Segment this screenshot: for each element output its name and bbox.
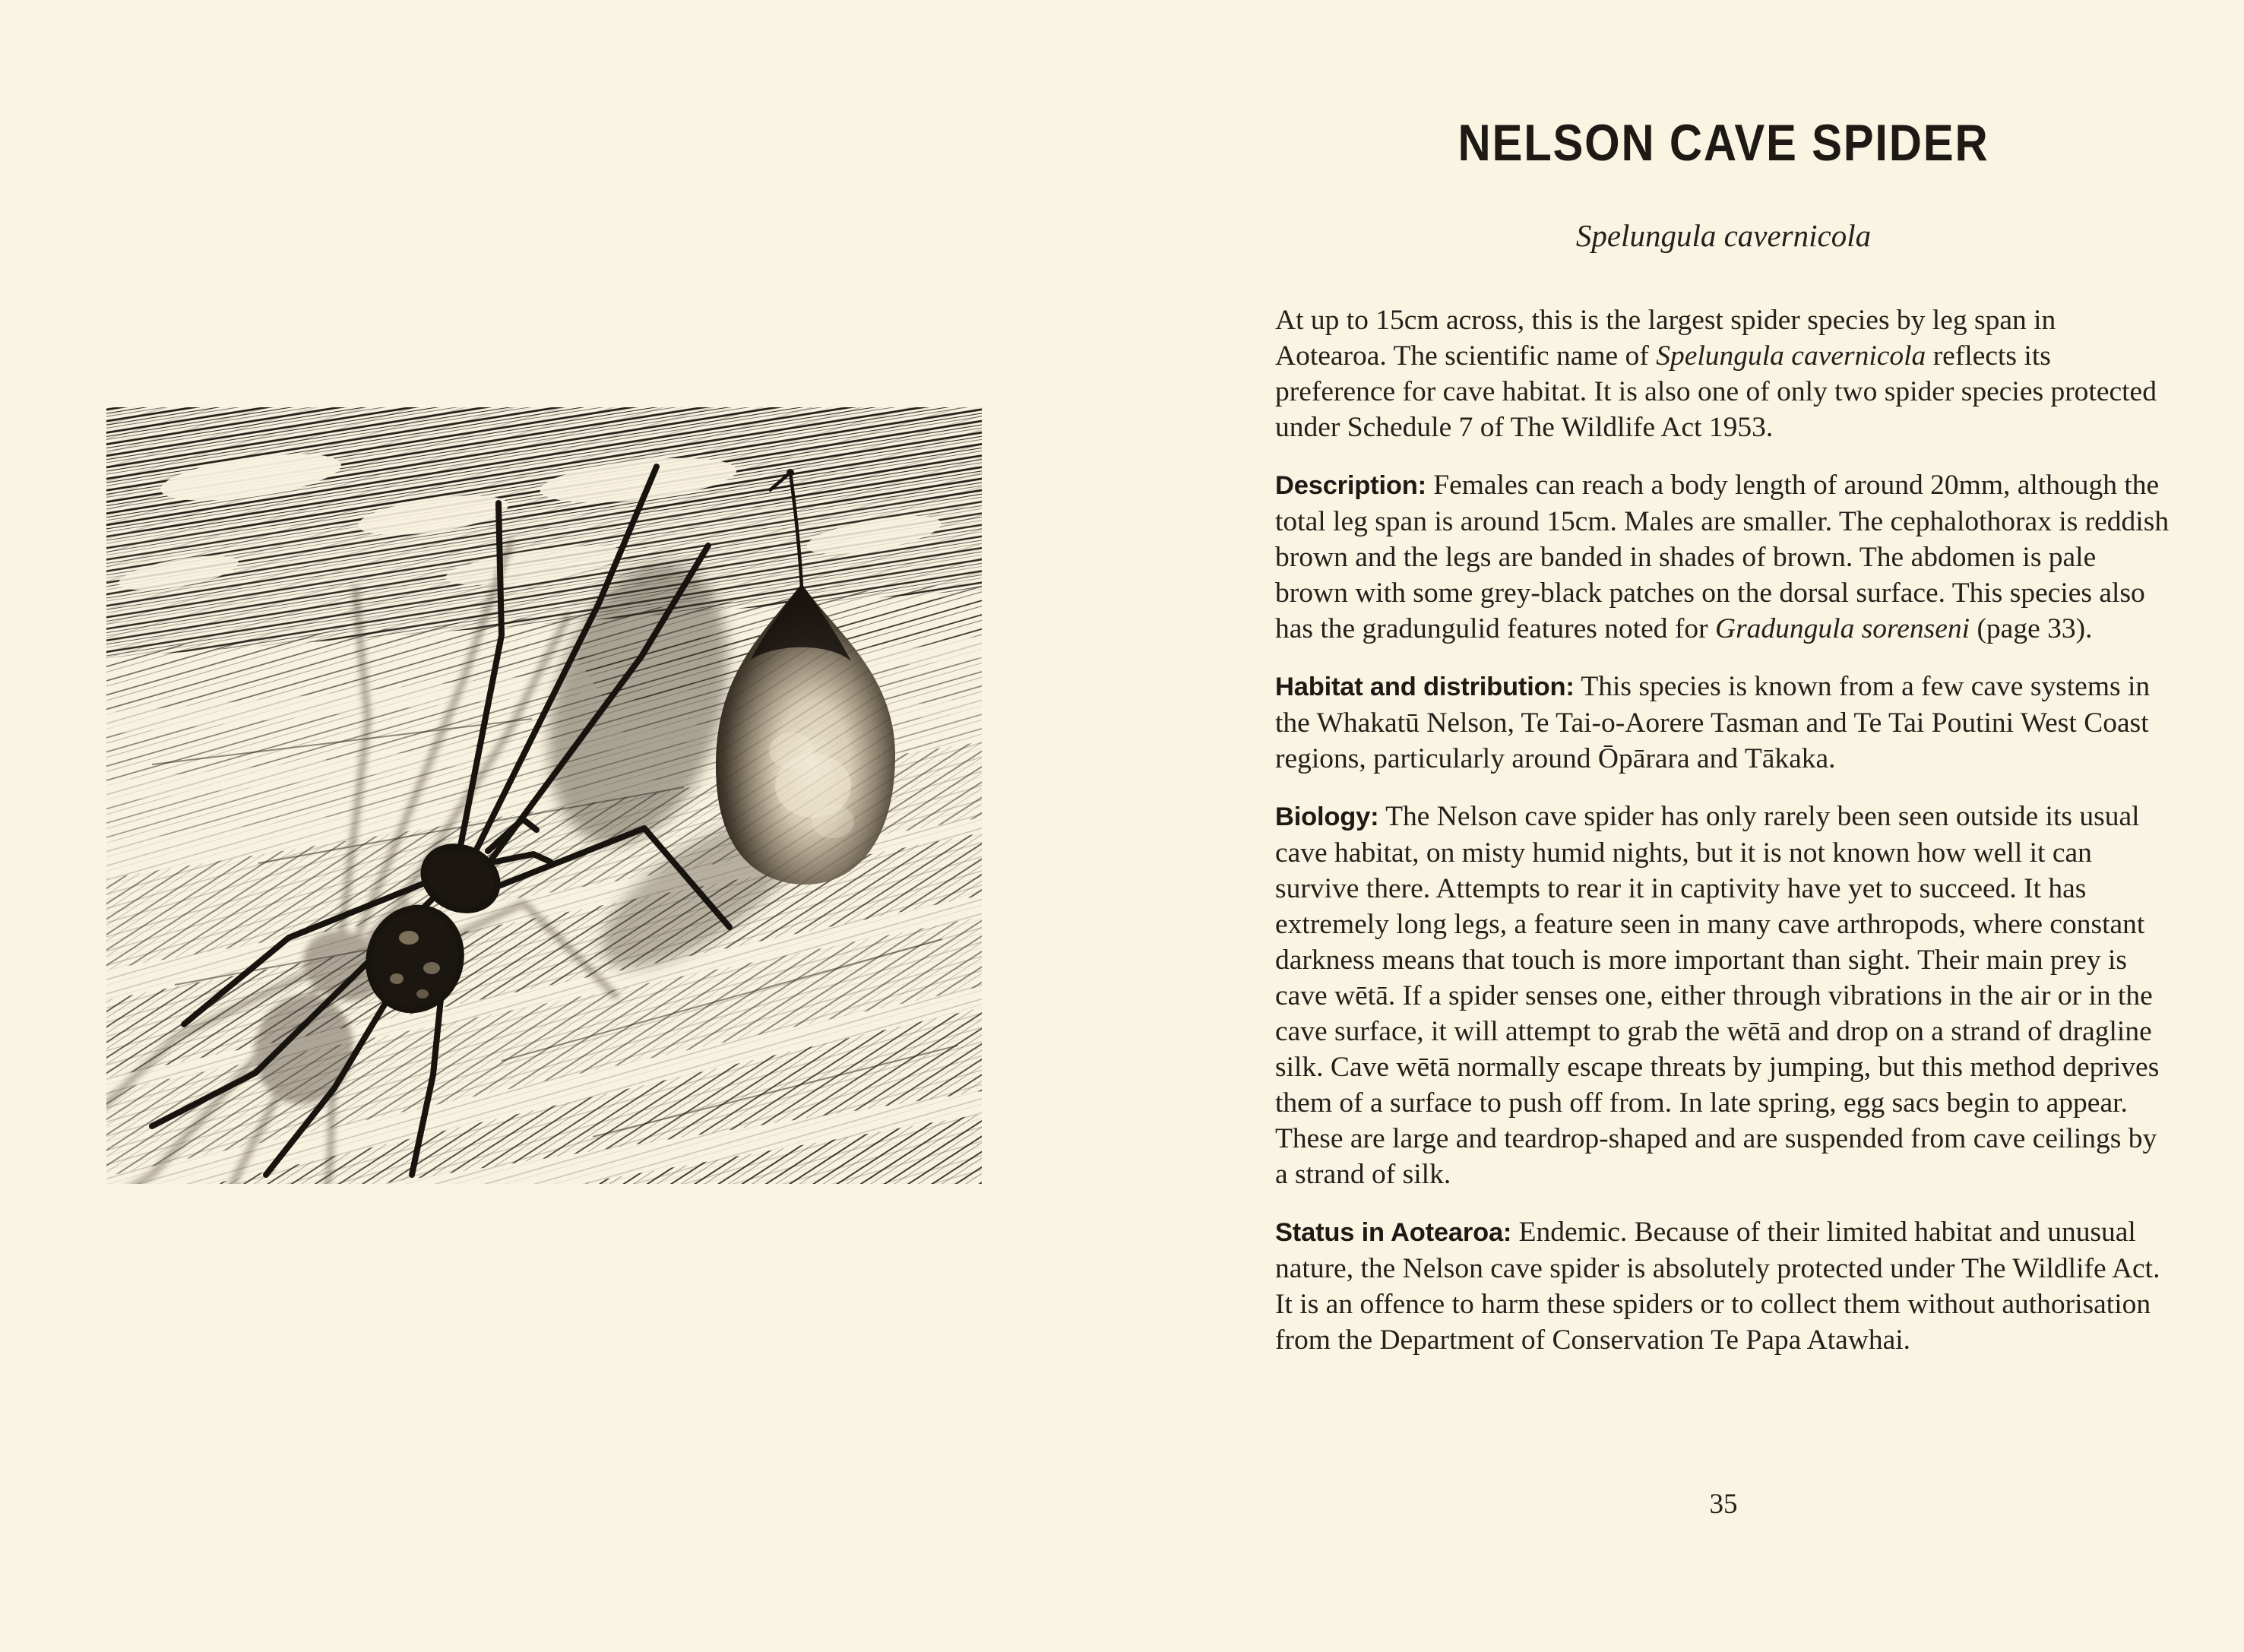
scientific-name: Spelungula cavernicola [1575,218,1872,253]
spider-illustration [106,407,982,1184]
description-paragraph [1275,467,2172,647]
silk-attachment [787,469,794,476]
biology-text: The Nelson cave spider has only rarely been seen outside its usual cave habitat, on misty humid nights, but it is not known how well it can survive there. Attempts to rear it in captivity have yet to succeed. It has extremely long legs, a feature seen in many cave arthropods, where constant darkness means that touch is more important than sight. Their main prey is cave wētā. If a spider senses one, either through vibrations in the air or in the cave surface, it will attempt to grab the wētā and drop on a strand of dragline silk. Cave wētā normally escape threats by jumping, but this method deprives them of a surface to push off from. In late spring, egg sacs begin to appear. These are large and teardrop-shaped and are suspended from cave ceilings by a strand of silk. [1275,801,2160,1190]
description-species-italic: Gradungula sorenseni [1714,613,1970,644]
right-page [1275,0,2172,1380]
status-paragraph [1275,1214,2172,1358]
intro-paragraph [1275,302,2172,445]
habitat-label: Habitat and distribution: [1275,673,1575,701]
description-label: Description: [1275,471,1426,500]
description-text-cont: (page 33). [1970,613,2093,644]
habitat-paragraph [1275,669,2172,777]
intro-text-cont: reflects its preference for cave habitat. It is also one of only two spider species protected under Schedule 7 of The Wildlife Act 1953. [1275,340,2157,443]
page-number: 35 [1709,1489,1738,1520]
page-title: NELSON CAVE SPIDER [1457,114,1989,172]
intro-text: At up to 15cm across, this is the largest spider species by leg span in Aotearoa. The scientific name of [1275,305,2056,372]
habitat-text: This species is known from a few cave systems in the Whakatū Nelson, Te Tai-o-Aorere Tasman and Te Tai Poutini West Coast regions, particularly around Ōpārara and Tākaka. [1275,671,2151,774]
intro-species-italic: Spelungula cavernicola [1656,340,1926,372]
biology-paragraph [1275,799,2172,1192]
body-text [1275,302,2172,1358]
status-text: Endemic. Because of their limited habitat and unusual nature, the Nelson cave spider is absolutely protected under The Wildlife Act. It is an offence to harm these spiders or to collect them without authorisation from the Department of Conservation Te Papa Atawhai. [1275,1217,2160,1356]
description-text: Females can reach a body length of around 20mm, although the total leg span is around 15cm. Males are smaller. The cephalothorax is reddish brown and the legs are banded in shades of brown. The abdomen is pale brown with some grey-black patches on the dorsal surface. This species also has the gradungulid features noted for [1275,470,2170,644]
spider-illustration-svg [106,407,982,1184]
status-label: Status in Aotearoa: [1275,1218,1512,1247]
biology-label: Biology: [1275,802,1379,831]
